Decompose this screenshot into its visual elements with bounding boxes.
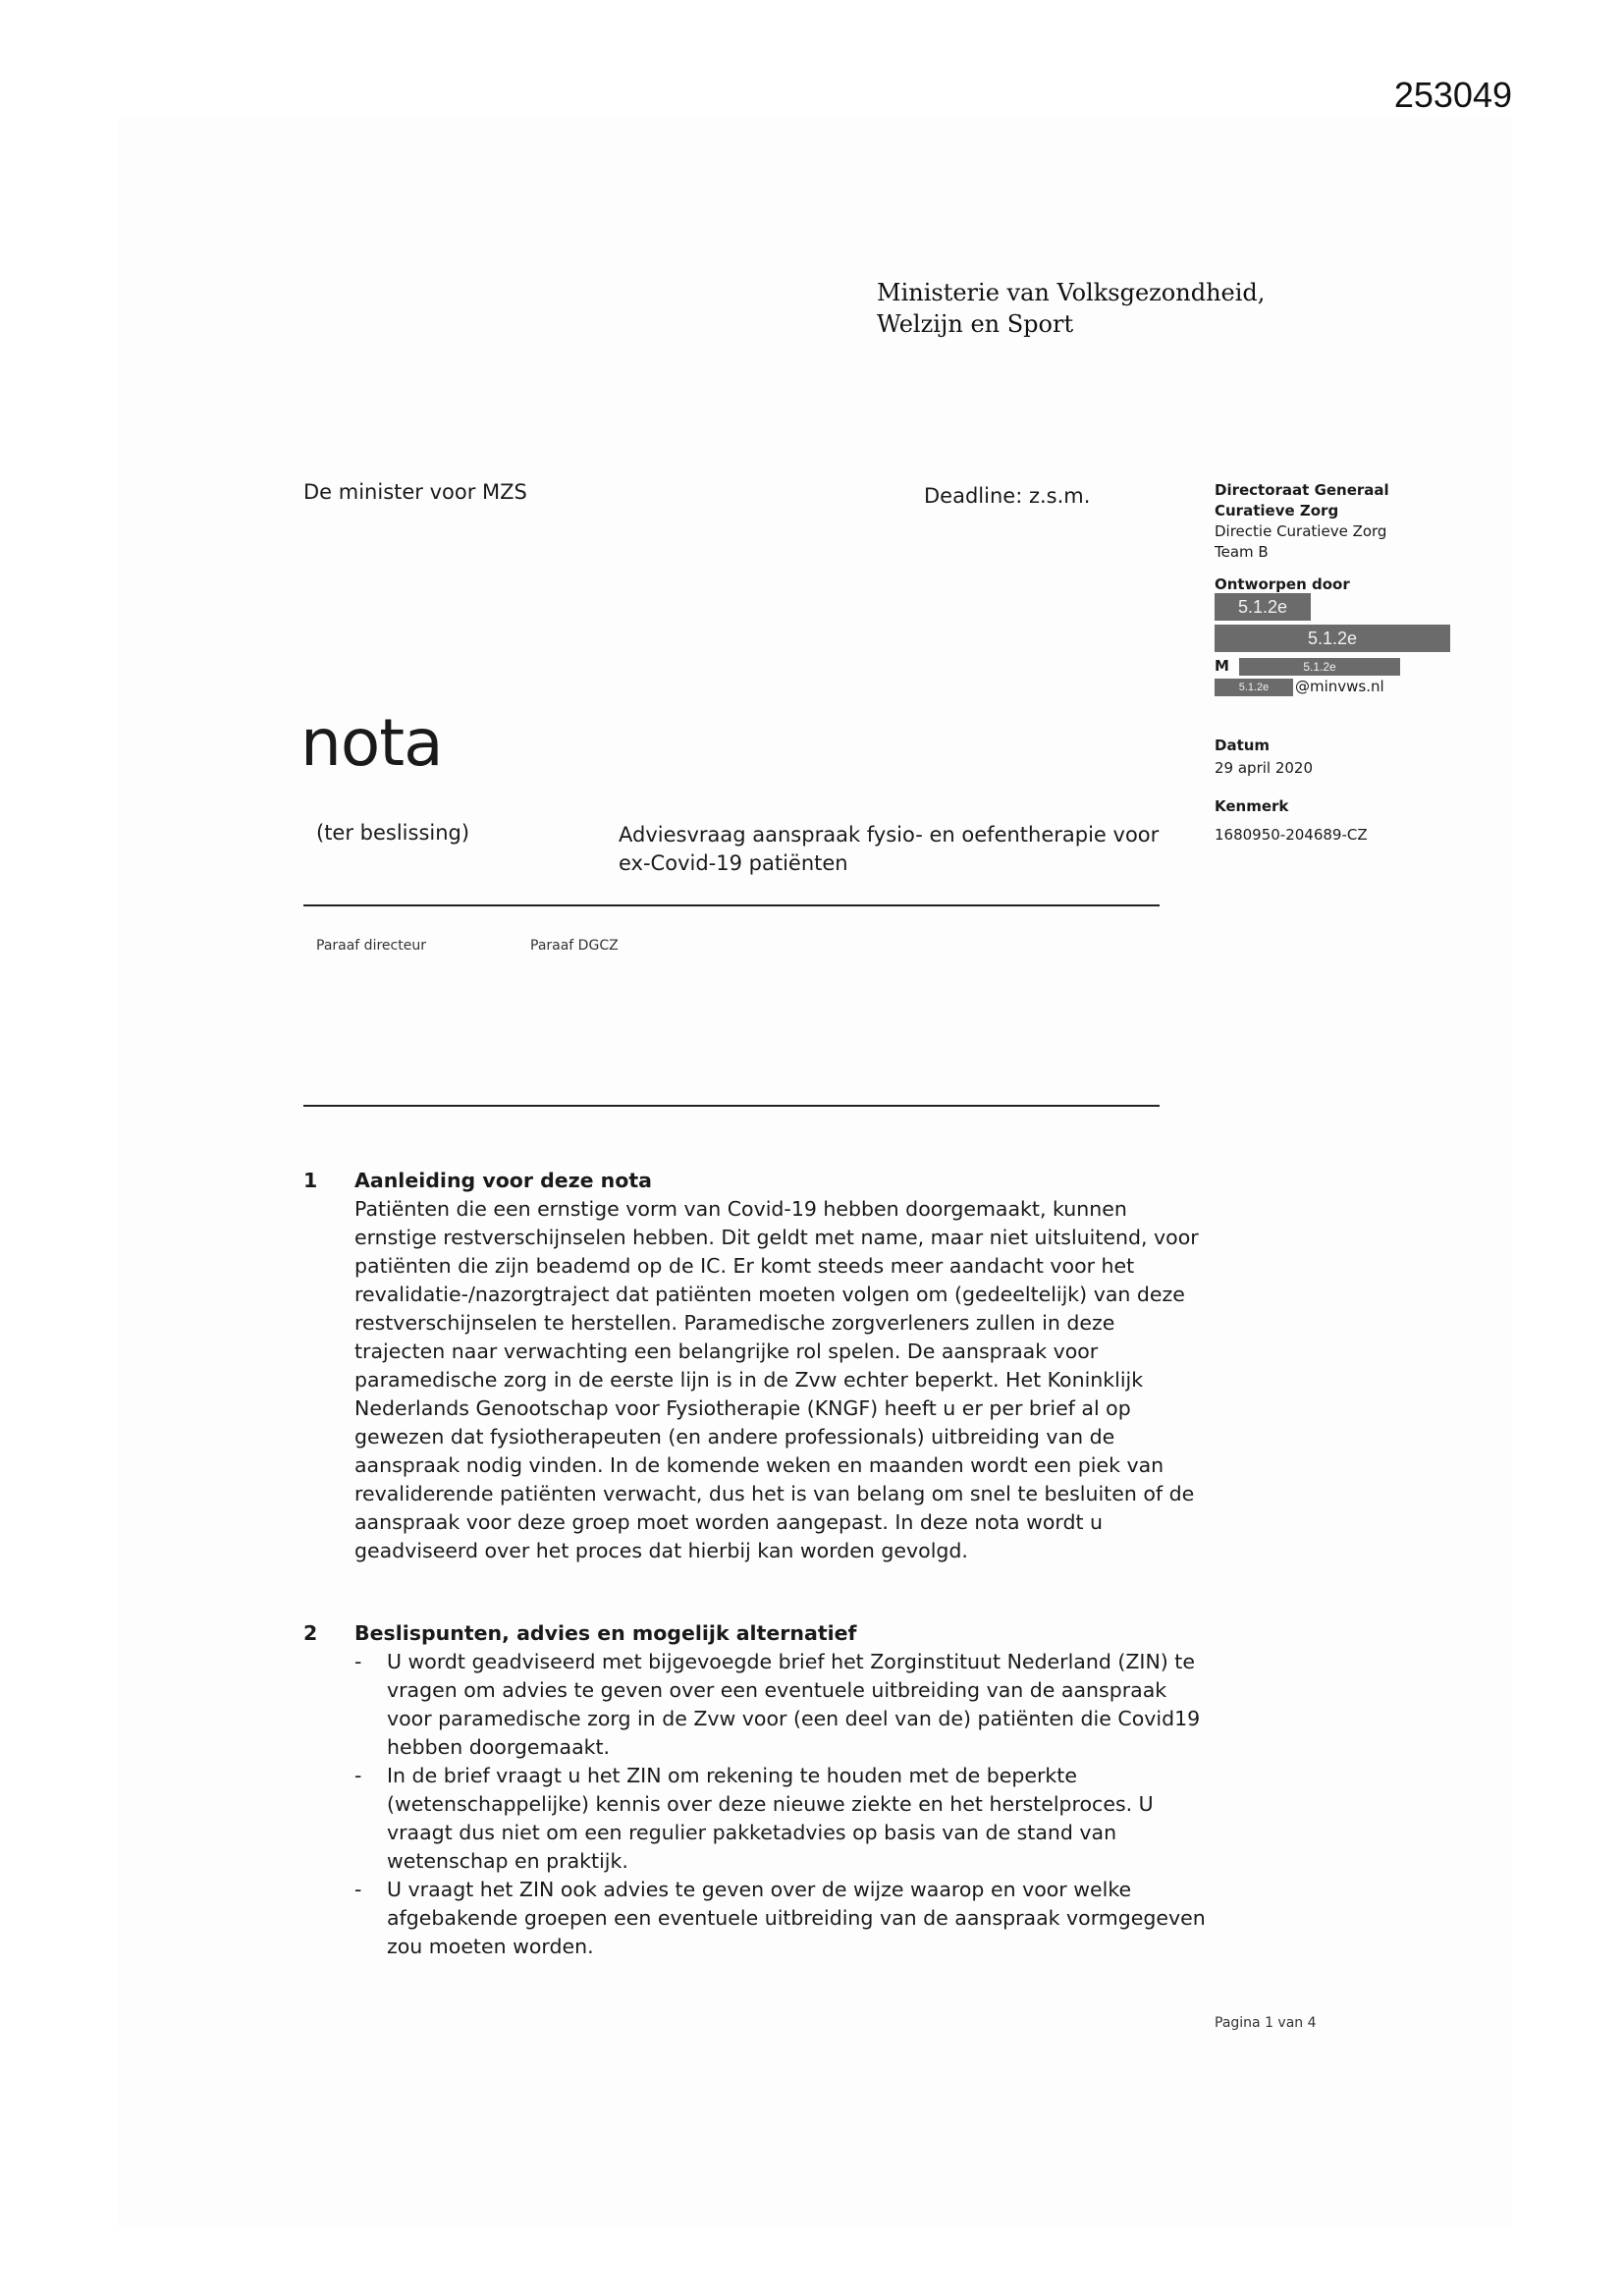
divider-top (303, 904, 1160, 906)
subject: Adviesvraag aanspraak fysio- en oefentherapie voor ex-Covid-19 patiënten (619, 823, 1160, 875)
redaction-box-function: 5.1.2e (1215, 625, 1450, 652)
date-value: 29 april 2020 (1215, 759, 1314, 777)
list-item (354, 1876, 1207, 1961)
dash-bullet: - (354, 1764, 362, 1787)
deadline: Deadline: z.s.m. (924, 484, 1091, 508)
ministry-line-1: Ministerie van Volksgezondheid, (877, 279, 1266, 306)
list-item (354, 1762, 1207, 1876)
section-heading: Beslispunten, advies en mogelijk alternatief (354, 1621, 857, 1645)
sidebar-organisation (1215, 480, 1460, 563)
list-item-text: U vraagt het ZIN ook advies te geven over de wijze waarop en voor welke afgebakende groepen een eventuele uitbreiding van de aanspraak vormgegeven zou moeten worden. (387, 1878, 1206, 1958)
section-1 (303, 1167, 1207, 1565)
paraaf-director: Paraaf directeur (316, 938, 426, 954)
redaction-box-email: 5.1.2e (1215, 679, 1293, 696)
document-id: 253049 (1393, 75, 1512, 115)
section-heading: Aanleiding voor deze nota (354, 1169, 652, 1192)
addressee: De minister voor MZS (303, 480, 527, 504)
list-item (354, 1648, 1207, 1762)
org-line-2: Curatieve Zorg (1215, 502, 1339, 519)
section-body: Patiënten die een ernstige vorm van Covid-19 hebben doorgemaakt, kunnen ernstige restverschijnselen hebben. Dit geldt met name, maar niet uitsluitend, voor patiënten die zijn beademd op de IC. Er komt steeds meer aandacht voor het revalidatie-/nazorgtraject dat patiënten moeten volgen om (gedeeltelijk) van deze restverschijnselen te herstellen. Paramedische zorgverleners zullen in deze trajecten naar verwachting een belangrijke rol spelen. De aanspraak voor paramedische zorg in de eerste lijn is in de Zvw echter beperkt. Het Koninklijk Nederlands Genootschap voor Fysiotherapie (KNGF) heeft u er per brief al op gewezen dat fysiotherapeuten (en andere professionals) uitbreiding van de aanspraak nodig vinden. In de komende weken en maanden wordt een piek van revaliderende patiënten verwacht, dus het is van belang om snel te besluiten of de aanspraak voor deze groep moet worden aangepast. In deze nota wordt u geadviseerd over het proces dat hierbij kan worden gevolgd. (354, 1197, 1199, 1562)
paraaf-dgcz: Paraaf DGCZ (530, 938, 619, 954)
document-title: nota (300, 705, 443, 781)
page-number: Pagina 1 van 4 (1215, 2015, 1317, 2031)
org-line-3: Directie Curatieve Zorg (1215, 522, 1387, 540)
decision-type: (ter beslissing) (316, 821, 470, 845)
section-number: 1 (303, 1169, 318, 1192)
date-label: Datum (1215, 737, 1271, 754)
email-suffix: @minvws.nl (1295, 678, 1384, 695)
mobile-prefix: M (1215, 657, 1229, 675)
reference-value: 1680950-204689-CZ (1215, 826, 1368, 844)
redaction-box-name: 5.1.2e (1215, 593, 1311, 621)
org-line-4: Team B (1215, 543, 1269, 561)
designed-by-label: Ontworpen door (1215, 575, 1350, 593)
ministry-line-2: Welzijn en Sport (877, 310, 1074, 338)
dash-bullet: - (354, 1650, 362, 1673)
dash-bullet: - (354, 1878, 362, 1901)
list-item-text: U wordt geadviseerd met bijgevoegde brief het Zorginstituut Nederland (ZIN) te vragen om advies te geven over een eventuele uitbreiding van de aanspraak voor paramedische zorg in de Zvw voor (een deel van de) patiënten die Covid19 hebben doorgemaakt. (387, 1650, 1201, 1759)
redaction-box-mobile: 5.1.2e (1239, 658, 1400, 676)
reference-label: Kenmerk (1215, 797, 1289, 815)
list-item-text: In de brief vraagt u het ZIN om rekening te houden met de beperkte (wetenschappelijke) kennis over deze nieuwe ziekte en het herstelproces. U vraagt dus niet om een regulier pakketadvies op basis van de stand van wetenschap en praktijk. (387, 1764, 1154, 1873)
section-2 (303, 1619, 1207, 1961)
advice-list (354, 1648, 1207, 1961)
ministry-logo-text (877, 277, 1265, 340)
divider-bottom (303, 1105, 1160, 1107)
org-line-1: Directoraat Generaal (1215, 481, 1389, 499)
section-number: 2 (303, 1621, 318, 1645)
